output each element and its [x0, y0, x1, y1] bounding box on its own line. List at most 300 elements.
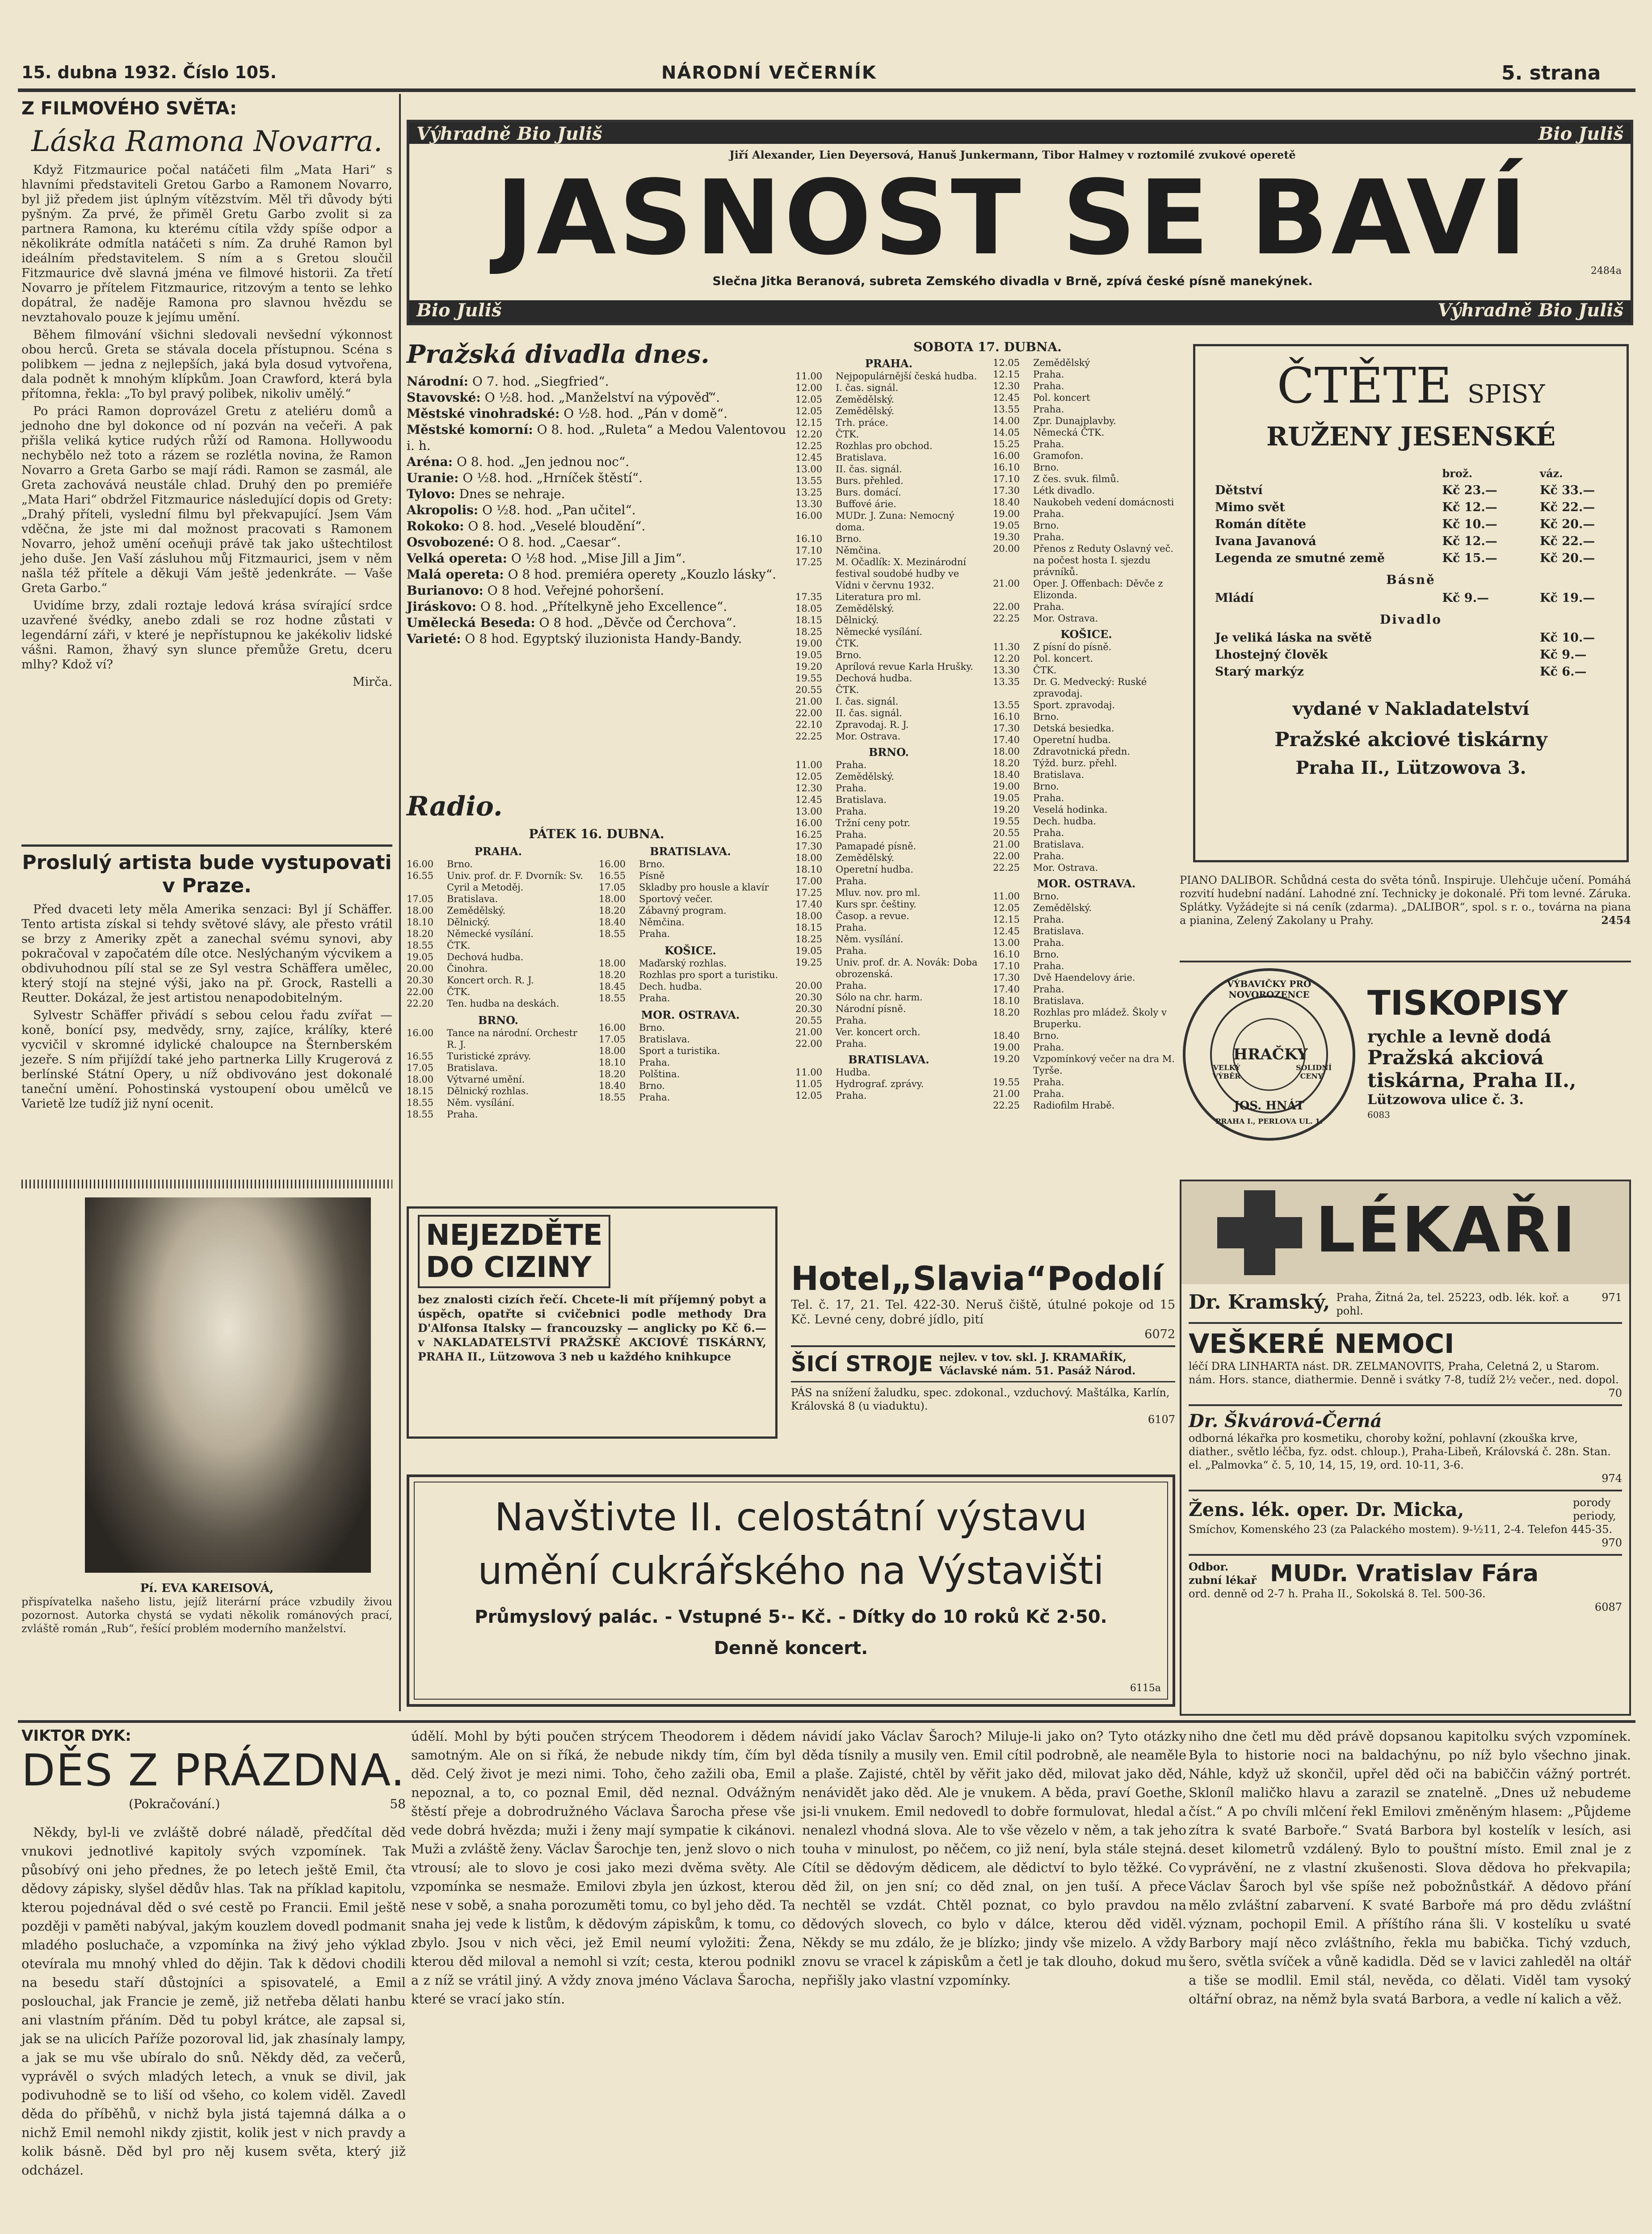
radio-program-row	[993, 839, 1180, 850]
program-time: 21.00	[795, 696, 823, 707]
radio-program-row	[407, 1085, 590, 1097]
radio-program-row	[993, 746, 1180, 757]
program-time: 18.40	[993, 497, 1020, 508]
program-title: Létk divadlo.	[1033, 485, 1095, 496]
book-title: Mládí	[1215, 591, 1254, 605]
program-time: 22.00	[795, 708, 823, 718]
radio-program-row	[599, 981, 782, 992]
program-title: Bratislava.	[447, 894, 498, 904]
radio-program-row	[795, 731, 982, 742]
program-title: Brno.	[836, 533, 862, 544]
ad-number: 6107	[1148, 1413, 1175, 1426]
theatre-listing	[407, 374, 786, 390]
doctor-text: odborná lékařka pro kosmetiku, choroby kožní, pohlavní (zkouška krve, diather., světlo léčba, fyz. odst. chloup.), Praha-Libeň, Královská č. 28n. Stan. el. „Palmovka“ č. 5, 10, 14, 15, 19, ord. 10-11, 3-6.	[1189, 1432, 1611, 1471]
radio-program-row	[407, 951, 590, 963]
radio-saturday	[795, 340, 1180, 1111]
program-time: 18.40	[993, 769, 1020, 780]
jesenska-ad	[1193, 344, 1629, 862]
toys-ad	[1180, 965, 1358, 1144]
program-title: Dech. hudba.	[639, 981, 702, 992]
radio-program-row	[993, 357, 1180, 369]
program-time: 17.40	[993, 984, 1020, 995]
program-title: Praha.	[836, 945, 867, 956]
radio-program-row	[795, 1038, 982, 1050]
radio-program-row	[795, 1090, 982, 1101]
program-time: 12.45	[993, 926, 1020, 936]
program-time: 18.20	[993, 758, 1020, 768]
radio-program-row	[795, 922, 982, 933]
theatre-name: Rokoko:	[407, 519, 464, 533]
program-time: 16.10	[993, 462, 1020, 473]
program-time: 17.30	[795, 841, 823, 852]
radio-program-row	[795, 452, 982, 463]
ad-number: 6087	[1594, 1601, 1622, 1613]
program-time: 12.45	[795, 452, 823, 463]
doctor-name: MUDr. Vratislav Fára	[1270, 1560, 1539, 1587]
program-time: 12.25	[795, 441, 823, 451]
radio-program-row	[993, 380, 1180, 392]
radio-program-row	[993, 711, 1180, 722]
radio-station-heading: MOR. OSTRAVA.	[641, 1008, 740, 1021]
program-title: Sport. zpravodaj.	[1033, 700, 1115, 710]
column-header: brož.	[1442, 467, 1472, 480]
theatre-program: O ½8. hod. „Hrníček štěstí“.	[462, 470, 643, 485]
radio-program-row	[795, 672, 982, 684]
program-time: 18.20	[599, 1069, 626, 1079]
radio-program-row	[993, 578, 1180, 601]
theatre-name: Uranie:	[407, 470, 459, 485]
book-price: Kč 23.—	[1442, 483, 1497, 497]
program-time: 18.25	[795, 626, 823, 637]
program-time: 19.30	[993, 532, 1020, 542]
program-time: 19.00	[993, 1042, 1020, 1053]
program-title: Zemědělský.	[1033, 903, 1092, 913]
program-time: 16.10	[993, 711, 1020, 722]
program-time: 17.00	[795, 876, 823, 886]
hotel-ad	[791, 1260, 1175, 1426]
program-time: 11.05	[795, 1079, 823, 1089]
radio-program-row	[599, 1045, 782, 1057]
program-title: ČTK.	[447, 987, 471, 997]
page-date: 15. dubna 1932. Číslo 105.	[21, 63, 277, 82]
cinema-ad	[407, 120, 1633, 325]
program-time: 12.15	[993, 914, 1020, 925]
exhibition-line: Průmyslový palác. - Vstupné 5·- Kč. - Dítky do 10 roků Kč 2·50.	[475, 1607, 1107, 1627]
theatre-listing	[407, 406, 786, 422]
film-paragraph: Po práci Ramon doprovázel Gretu z ateliéru domů a jednoho dne byl dokonce od ní pozván na večeři. A pak přišla veliká kytice rudých růží od Ramona. Hollywoodu nechybělo než toto a rázem se rozlétla novina, že Ramon Novarro a Greta Garbo se mají rádi. Ramon se zasmál, ale Greta zachovává neustále chlad. Druhý den po premiéře „Mata Hari“ obdržel Fitzmaurice následující dopis od Grety: „Drahý příteli, vyslední filmu byl překvapující. Jsem Vám vděčna, že jste mi dal možnost pracovati s Ramonem Novarro, jehož umění oceňuji právě tak jako uštechtilost jeho duše. Jen Vaší zásluhou můj Fitzmaurici, jsem v něm našla též přítele a děkuji Vám ještě jedenkráte. — Vaše Greta Garbo.“	[21, 404, 392, 595]
program-time: 17.05	[407, 894, 434, 904]
program-time: 17.40	[993, 735, 1020, 745]
book-price: Kč 20.—	[1540, 551, 1595, 565]
program-title: Praha.	[836, 806, 867, 817]
theatre-name: Městské vinohradské:	[407, 406, 560, 421]
program-time: 20.30	[795, 1004, 823, 1014]
radio-title: Radio.	[407, 791, 503, 822]
program-title: Praha.	[836, 760, 867, 770]
program-time: 12.05	[993, 357, 1020, 368]
program-title: Praha.	[836, 1090, 867, 1101]
theatre-program: O 8. hod. „Ruleta“ a Medou Valentovou i. h.	[407, 422, 786, 453]
program-title: Brno.	[1033, 520, 1059, 531]
program-title: Dělnický.	[836, 615, 879, 626]
radio-program-row	[795, 428, 982, 440]
radio-program-row	[993, 804, 1180, 815]
book-price: Kč 9.—	[1442, 591, 1489, 605]
program-time: 13.00	[795, 806, 823, 817]
cinema-banner-right: Výhradně Bio Juliš	[1438, 300, 1623, 321]
artist-paragraph: Sylvestr Schäffer přivádí s sebou celou řadu zvířat — koně, bonící psy, medvědy, srny, zajíce, králíky, které vycvičil v skromné idylické chaloupce na Šternberském jezeře. S ním přijíždí také jeho partnerka Lilly Krugerová z berlínské Státní Opery, u níž obdivováno jest dokonalé taneční umění. Pohostinská vystoupení obou umělců ve Varietě lze tudíž již nyní ocenit.	[21, 1008, 392, 1111]
artist-article	[21, 851, 392, 1114]
program-title: Praha.	[1033, 914, 1064, 925]
story-column: niho dne četl mu děd právě dopsanou kapitolku svých vzpomínek. Byla to historie noci na baldachýnu, po níž bylo všechno jinak. Náhle, když už skončil, upřel děd oči na babiččin vážný portrét. Skloníl maličko hlavu a zarazil se znatelně. „Dnes už nebudeme číst.“ A po chvíli mlčení řekl Emilovi změněným hlasem: „Půjdeme zítra k svaté Barboře.“ Svatá Barbora byl kostelík v lesích, asi deset kilometrů vzdálený. Bylo to pouštní místo. Emil znal je z vyprávění, ne z vlastní zkušenosti. Slova dědova ho překvapila; Václav Šaroch byl vše spíše než pobožnůstkář. A dědovo přání mělo zvláštní zabarvení. K svaté Barboře má pro dědu zvláštní význam, pochopil Emil. A příštího rána šli. V kostelíku u svaté Barbory mají něco zvláštního, řekla mu babička. Tichý vzduch, šero, světla svíček a vůně kadidla. Děd se v lavici zahleděl na oltář a tiše se modlil. Emil stál, nevěda, co dělati. Viděl tam vysoký oltářní obraz, na němž byla svatá Barbora, a vedle ní kalich a věž.	[1189, 1729, 1631, 2007]
radio-program-row	[795, 696, 982, 707]
program-title: Dělnický rozhlas.	[447, 1086, 529, 1096]
program-time: 20.00	[407, 963, 434, 974]
program-time: 18.55	[407, 940, 434, 951]
program-time: 11.00	[795, 760, 823, 770]
program-time: 20.30	[795, 992, 823, 1003]
program-title: Brno.	[639, 1022, 665, 1033]
radio-program-row	[599, 905, 782, 916]
program-title: Praha.	[1033, 404, 1064, 415]
theatre-name: Burianovo:	[407, 583, 483, 598]
theatre-listing	[407, 583, 786, 599]
program-time: 18.40	[599, 917, 626, 928]
program-time: 19.55	[795, 673, 823, 684]
program-title: Detská besiedka.	[1033, 723, 1114, 734]
radio-program-row	[993, 949, 1180, 960]
artist-title: Proslulý artista bude vystupovati	[22, 851, 392, 874]
radio-program-row	[795, 829, 982, 840]
program-time: 16.00	[599, 1022, 626, 1033]
radio-program-row	[993, 392, 1180, 403]
program-title: Veselá hodinka.	[1033, 804, 1108, 815]
book-title: Starý markýz	[1215, 665, 1304, 679]
radio-program-row	[599, 1022, 782, 1033]
artist-paragraph: Před dvaceti lety měla Amerika senzaci: Byl jí Schäffer. Tento artista získal si tehdy světové slávy, ale přesto vrátil se brzy z Ameriky zpět a zanechal svému synovi, aby pokračoval v započatém díle otce. Neslýchaným výcvikem a obdivuhodnou pílí stal se ze Syl vestra Schäffera umělec, který stojí na stejné výši, jako na př. Grock, Rastelli a Reutter. Dokázal, že jest artistou nenapodobitelným.	[21, 903, 392, 1005]
theatre-program: O ½8. hod. „Pan učitel“.	[482, 503, 636, 517]
jesenska-heading-small: SPISY	[1467, 380, 1545, 409]
theatre-listing	[407, 615, 786, 631]
program-title: Praha.	[1033, 439, 1064, 449]
cinema-ad-number: 2484a	[1590, 265, 1622, 277]
cinema-film-title: JASNOST SE BAVÍ	[496, 159, 1530, 278]
program-time: 19.20	[795, 661, 823, 672]
book-title: Legenda ze smutné země	[1215, 551, 1385, 565]
program-time: 13.00	[993, 937, 1020, 948]
radio-program-row	[795, 638, 982, 649]
program-time: 18.25	[795, 934, 823, 945]
program-time: 17.25	[795, 887, 823, 898]
program-title: Zábavný program.	[639, 905, 727, 916]
radio-program-row	[599, 870, 782, 882]
program-time: 11.30	[993, 642, 1020, 652]
radio-program-row	[599, 957, 782, 969]
program-title: Praha.	[1033, 1077, 1064, 1088]
program-time: 20.00	[795, 980, 823, 991]
radio-program-row	[993, 1100, 1180, 1111]
radio-program-row	[795, 782, 982, 794]
cinema-banner-left: Výhradně Bio Juliš	[416, 123, 602, 144]
dalibor-number: 2454	[1601, 914, 1631, 927]
theatres-title: Pražská divadla dnes.	[407, 340, 710, 369]
program-time: 16.00	[599, 859, 626, 869]
paper-name: NÁRODNÍ VEČERNÍK	[661, 63, 877, 83]
doctor-text: porody periody,	[1573, 1496, 1616, 1522]
program-time: 19.20	[993, 1054, 1020, 1064]
program-title: II. čas. signál.	[836, 708, 902, 718]
program-title: Burs. přehled.	[836, 475, 904, 486]
program-time: 18.00	[795, 852, 823, 863]
forms-number: 6083	[1367, 1109, 1390, 1120]
radio-program-row	[795, 910, 982, 922]
program-title: Rozhlas pro mládež. Školy v Bruperku.	[1033, 1007, 1167, 1029]
program-time: 18.00	[407, 1074, 434, 1085]
cinema-banner-right: Bio Juliš	[1538, 123, 1623, 144]
radio-program-row	[795, 614, 982, 626]
program-time: 22.00	[993, 601, 1020, 612]
program-time: 20.30	[407, 975, 434, 986]
program-time: 18.55	[407, 1097, 434, 1108]
program-title: Koncert orch. R. J.	[447, 975, 534, 986]
radio-program-row	[407, 1074, 590, 1085]
radio-program-row	[407, 1027, 590, 1050]
radio-program-row	[993, 427, 1180, 438]
doctor-text: Praha, Žitná 2a, tel. 25223, odb. lék. koř. a pohl.	[1336, 1291, 1569, 1317]
radio-program-row	[795, 875, 982, 887]
program-title: Praha.	[836, 1015, 867, 1026]
program-title: Zemědělský	[1033, 357, 1090, 368]
radio-program-row	[993, 520, 1180, 531]
radio-section	[407, 791, 786, 1120]
program-title: Praha.	[836, 876, 867, 886]
program-title: Písně	[639, 870, 665, 881]
theatre-name: Aréna:	[407, 454, 453, 469]
radio-program-row	[993, 1007, 1180, 1030]
program-title: Rozhlas pro obchod.	[836, 441, 933, 451]
program-title: Němčina.	[639, 917, 685, 928]
radio-program-row	[795, 806, 982, 817]
program-title: ČTK.	[447, 940, 471, 951]
radio-program-row	[993, 902, 1180, 914]
cinema-cast: Jiří Alexander, Lien Deyersová, Hanuš Junkermann, Tibor Halmey v roztomilé zvukové operetě	[729, 148, 1296, 161]
radio-program-row	[993, 862, 1180, 873]
book-title: Je veliká láska na světě	[1215, 631, 1372, 645]
radio-program-row	[795, 707, 982, 719]
ad-number: 974	[1602, 1472, 1622, 1485]
radio-program-row	[599, 969, 782, 981]
program-time: 19.05	[795, 945, 823, 956]
jesenska-subhead: Básně	[1386, 572, 1436, 587]
program-title: Pol. koncert	[1033, 392, 1090, 403]
program-time: 22.00	[993, 851, 1020, 861]
doctors-title: LÉKAŘI	[1316, 1194, 1577, 1267]
program-time: 17.40	[795, 899, 823, 910]
radio-program-row	[993, 757, 1180, 769]
ad-number: 970	[1602, 1537, 1622, 1549]
radio-program-row	[795, 980, 982, 991]
radio-program-row	[993, 1053, 1180, 1076]
program-time: 14.05	[993, 427, 1020, 438]
program-time: 18.00	[407, 905, 434, 916]
radio-program-row	[407, 963, 590, 974]
program-time: 11.00	[795, 371, 823, 382]
program-title: Pol. koncert.	[1033, 653, 1093, 664]
theatre-program: Dnes se nehraje.	[459, 487, 565, 501]
program-time: 16.00	[993, 450, 1020, 461]
radio-program-row	[993, 462, 1180, 473]
program-time: 12.20	[795, 429, 823, 440]
program-title: Praha.	[836, 829, 867, 840]
program-time: 22.20	[407, 998, 434, 1009]
photo-caption-name: Pí. EVA KAREISOVÁ,	[140, 1582, 274, 1595]
program-title: Ver. koncert orch.	[836, 1027, 921, 1037]
book-price: Kč 9.—	[1540, 648, 1587, 662]
jesenska-footer: Praha II., Lützowova 3.	[1295, 757, 1526, 778]
program-title: Sportový večer.	[639, 894, 713, 904]
radio-program-row	[795, 817, 982, 829]
toys-ring-text: VÝBAVIČKY PRO NOVOROZENCE	[1227, 978, 1312, 1000]
story-column: údělí. Mohl by býti poučen strýcem Theodorem i dědem samotným. Ale on si říká, že nebude nikdy tím, čím byl děd. Celý život je mezi nimi. Toho, čeho zažili oba, Emil nepoznal, a to, co poznal Emil, děd neznal. Odvážným štěstí přeje a dobrodružného Václava Šarocha přese vše vede dobrá hvězda; muži i ženy mají sympatie k cikánovi. Muži a zvláště ženy. Václav Šarochje ten, jenž slovo o nich vtrousí; ale to slovo je cosi jako mezi dvěma světy. Ale vzpomínka se nesmaže. Emilovi zbyla jen úzkost, kterou nese v sobě, a snaha porozuměti tomu, co byl jeho děd. Ta snaha jej vede k listům, k dědovým zápiskům, k tomu, co zbylo. Jsou v nich věci, jež Emil neumí vyložiti: Žena, kterou děd miloval a nemohl si vzít; cesta, kterou podnikl a z níž se vrátil jiný. A vždy znova jméno Václava Šarocha, které se vrací jako stín.	[411, 1729, 795, 2007]
program-title: Naukobeh vedení domácnosti	[1033, 497, 1174, 508]
radio-program-row	[795, 852, 982, 864]
program-time: 12.30	[795, 783, 823, 794]
radio-program-row	[795, 684, 982, 696]
theatre-name: Tylovo:	[407, 487, 455, 501]
radio-program-row	[795, 945, 982, 957]
ad-number: 971	[1602, 1291, 1622, 1304]
program-time: 13.55	[993, 404, 1020, 415]
radio-program-row	[993, 995, 1180, 1007]
divider	[21, 1180, 392, 1188]
program-time: 16.55	[407, 870, 434, 881]
radio-program-row	[795, 864, 982, 875]
radio-station-heading: BRATISLAVA.	[848, 1053, 929, 1066]
radio-program-row	[993, 438, 1180, 450]
radio-program-row	[993, 1088, 1180, 1100]
program-time: 18.20	[407, 928, 434, 939]
radio-program-row	[993, 1076, 1180, 1088]
program-title: Bratislava.	[1033, 995, 1085, 1006]
program-title: Časop. a revue.	[836, 911, 909, 921]
radio-program-row	[599, 858, 782, 870]
radio-program-row	[795, 603, 982, 614]
program-time: 17.10	[795, 545, 823, 556]
book-price: Kč 10.—	[1442, 517, 1497, 531]
theatre-program: O 8 hod. „Děvče od Čerchova“.	[539, 615, 736, 630]
radio-program-row	[993, 531, 1180, 543]
radio-program-row	[993, 601, 1180, 613]
book-price: Kč 12.—	[1442, 500, 1497, 514]
film-paragraph: Během filmování všichni sledovali nevšední výkonnost obou herců. Greta se stávala docela přístupnou. Scéna s polibkem — jedna z nejlepších, jaká byla dosud vytvořena, dala podnět k mnohým klípkům. Joan Crawford, která byla přítomna, řekla: „To byl pravý polibek, nikoliv umělý.“	[21, 328, 392, 401]
book-row	[1215, 630, 1607, 647]
artist-title: v Praze.	[162, 874, 252, 897]
program-time: 16.00	[407, 1028, 434, 1038]
program-time: 22.25	[993, 1100, 1020, 1111]
radio-program-row	[993, 792, 1180, 804]
story-column: Někdy, byl-li ve zvláště dobré náladě, předčítal děd vnukovi jednotlivé kapitoly svých vzpomínek. Tak působívý oni jeho přednes, že po letech ještě Emil, čta dědovy zápisky, slyšel dědův hlas. Tak na příklad kapitolu, kterou pojednával děd o své cestě po Francii. Emil ještě později v paměti nabýval, jakým kouzlem dovedl podmanit mladého posluchače, a vzpomínka na živý jeho výklad otevírala mu mnohý vhled do dějin. Tak k dědovi chodili na besedu staří důstojníci a spisovatelé, a Emil poslouchal, jak Francie je země, již netřeba dělati hanbu ani vlastním přáním. Děd tu pobyl krátce, ale zapsal si, jak se na ulicích Paříže pozoroval lid, jak zhasínaly lampy, a jak se mu vše ubíralo do snů. Někdy děd, za večerů, vyprávěl o svých mladých letech, a vnuk se divil, jak podivuhodně se to liší od všeho, co kolem viděl. Zavedl děda do příběhů, v nichž byla jistá tajemná dálka a o nichž Emil nemohl nikdy zjistit, kolik jest v nich pravdy a kolik básně. Děd byl pro něj kusem světa, který již odcházel.	[21, 1825, 406, 2178]
program-title: Kurs spr. češtiny.	[836, 899, 916, 910]
book-price: Kč 19.—	[1540, 591, 1595, 605]
program-time: 18.45	[599, 981, 626, 992]
program-title: Sólo na chr. harm.	[836, 992, 923, 1003]
program-title: Zpr. Dunajplavby.	[1033, 416, 1116, 426]
program-title: Němčina.	[836, 545, 881, 556]
exhibition-line: Navštivte II. celostátní výstavu	[494, 1495, 1088, 1540]
radio-station-heading: PRAHA.	[865, 357, 913, 370]
radio-program-row	[599, 916, 782, 928]
radio-program-row	[795, 661, 982, 672]
program-time: 17.05	[407, 1062, 434, 1073]
program-title: Mor. Ostrava.	[1033, 862, 1098, 873]
program-title: Praha.	[1033, 1088, 1064, 1099]
radio-program-row	[795, 405, 982, 417]
radio-program-row	[993, 450, 1180, 462]
radio-program-row	[993, 473, 1180, 485]
toys-center: HRAČKY	[1233, 1046, 1308, 1063]
theatre-name: Městské komorní:	[407, 422, 533, 437]
sewing-text: nejlev. v tov. skl. J. KRAMAŘÍK, Václavské nám. 51. Pasáž Národ.	[939, 1351, 1136, 1377]
program-title: Národní písně.	[836, 1004, 906, 1014]
section-rule	[18, 1720, 1635, 1723]
program-title: Praha.	[639, 1092, 670, 1103]
program-title: Literatura pro ml.	[836, 592, 921, 602]
radio-program-row	[993, 415, 1180, 427]
program-title: Ten. hudba na deskách.	[447, 998, 559, 1009]
program-time: 12.20	[993, 653, 1020, 664]
theatres-section	[407, 340, 786, 647]
program-title: Německá ČTK.	[1033, 427, 1105, 438]
program-time: 13.25	[795, 487, 823, 498]
program-time: 13.30	[993, 665, 1020, 676]
theatre-name: Osvobozené:	[407, 535, 494, 550]
program-title: Sport a turistika.	[639, 1046, 720, 1056]
story-author: VIKTOR DYK:	[21, 1727, 131, 1745]
theatre-listing	[407, 631, 786, 647]
program-time: 12.15	[993, 369, 1020, 380]
program-time: 19.55	[993, 1077, 1020, 1088]
theatre-program: O 8 hod. Veřejné pohoršení.	[487, 583, 664, 598]
radio-program-row	[407, 998, 590, 1009]
program-time: 21.00	[795, 1027, 823, 1037]
theatre-listing	[407, 470, 786, 486]
doctor-name: Žens. lék. oper. Dr. Micka,	[1189, 1498, 1464, 1520]
book-row	[1215, 663, 1607, 680]
masthead-rule	[18, 88, 1635, 92]
theatre-listing	[407, 550, 786, 567]
program-time: 18.55	[599, 993, 626, 1004]
radio-program-row	[795, 487, 982, 498]
radio-program-row	[795, 463, 982, 475]
theatre-name: Jiráskovo:	[407, 599, 476, 614]
radio-program-row	[795, 417, 982, 428]
theatre-listing	[407, 599, 786, 615]
program-title: Z písní do písně.	[1033, 642, 1112, 652]
radio-program-row	[993, 676, 1180, 699]
ad-number: 70	[1608, 1387, 1622, 1399]
radio-program-row	[993, 664, 1180, 676]
book-row	[1215, 516, 1607, 533]
program-time: 19.05	[407, 952, 434, 962]
program-title: Mor. Ostrava.	[836, 731, 901, 742]
program-title: Zdravotnická předn.	[1033, 746, 1131, 757]
program-title: Burs. domácí.	[836, 487, 901, 498]
program-title: Brno.	[1033, 891, 1059, 902]
jesenska-footer: vydané v Nakladatelství	[1292, 698, 1530, 719]
program-title: Mor. Ostrava.	[1033, 613, 1098, 624]
dalibor-ad	[1180, 873, 1631, 927]
program-title: Tržní ceny potr.	[836, 818, 911, 828]
